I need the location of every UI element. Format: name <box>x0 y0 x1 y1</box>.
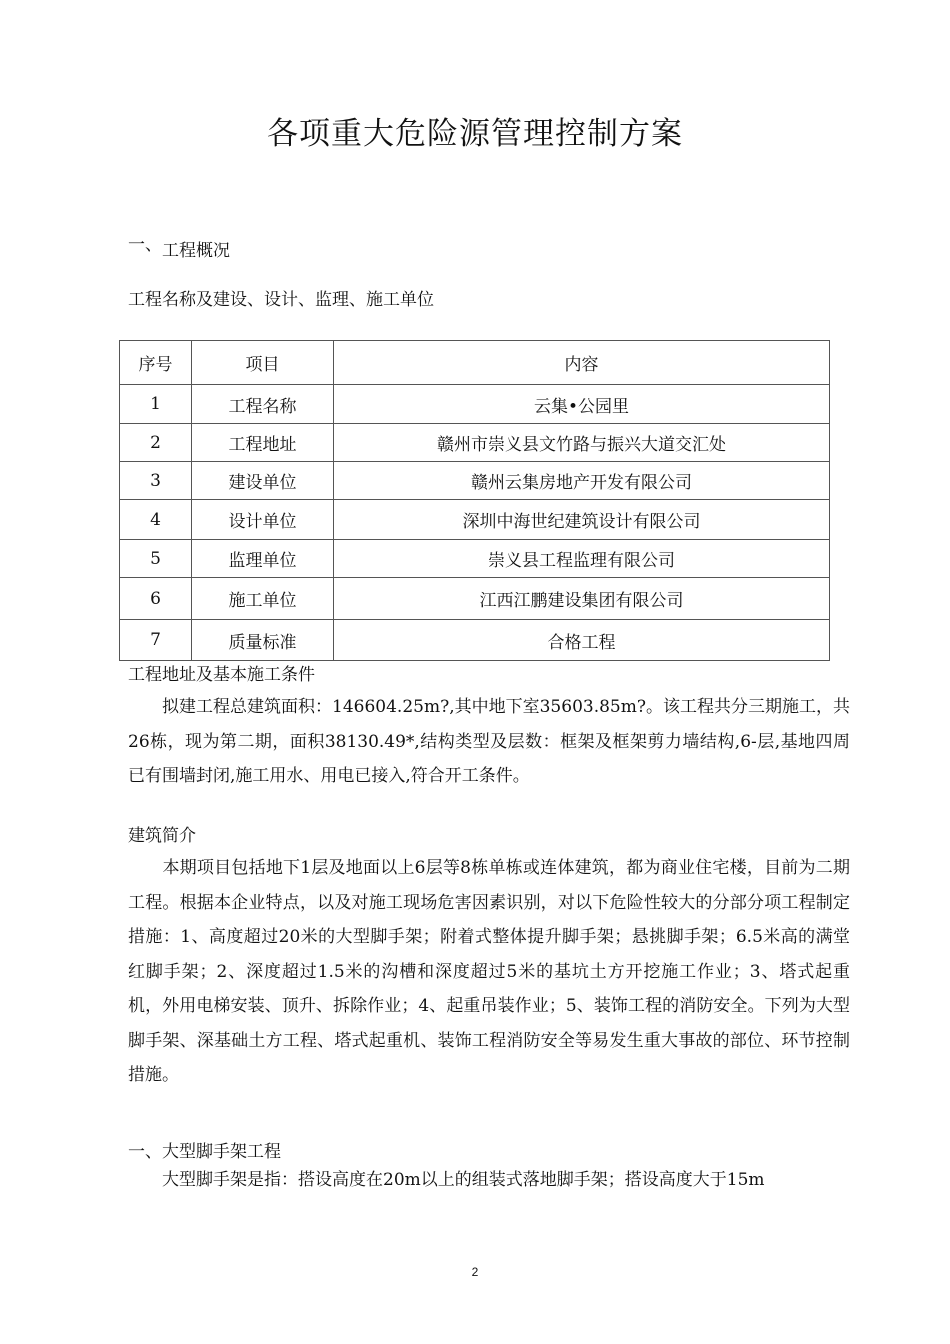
row-index: 5 <box>120 540 192 578</box>
row-item: 工程名称 <box>192 385 334 424</box>
table-header-row <box>120 341 830 385</box>
table-row <box>120 424 830 462</box>
address-paragraph <box>128 690 850 794</box>
row-content: 崇义县工程监理有限公司 <box>334 540 830 578</box>
document-title: 各项重大危险源管理控制方案 <box>267 116 683 152</box>
row-index: 3 <box>120 462 192 500</box>
row-item: 建设单位 <box>192 462 334 500</box>
project-info-table <box>119 340 830 661</box>
header-cell-content: 内容 <box>334 341 830 385</box>
address-heading: 工程地址及基本施工条件 <box>128 665 315 685</box>
table-row <box>120 385 830 424</box>
row-content: 赣州云集房地产开发有限公司 <box>334 462 830 500</box>
scaffold-paragraph-text: 大型脚手架是指：搭设高度在20m以上的组装式落地脚手架；搭设高度大于15m <box>128 1170 765 1190</box>
section-heading-overview <box>128 236 230 261</box>
row-content: 深圳中海世纪建筑设计有限公司 <box>334 500 830 540</box>
row-content: 合格工程 <box>334 620 830 661</box>
building-paragraph <box>128 851 850 1093</box>
scaffold-paragraph <box>128 1163 850 1198</box>
row-index: 2 <box>120 424 192 462</box>
row-content: 云集•公园里 <box>334 385 830 424</box>
row-index: 4 <box>120 500 192 540</box>
row-content: 赣州市崇义县文竹路与振兴大道交汇处 <box>334 424 830 462</box>
page-number: 2 <box>471 1265 479 1279</box>
section-heading-scaffold: 一、大型脚手架工程 <box>128 1142 281 1162</box>
row-item: 施工单位 <box>192 578 334 620</box>
building-heading: 建筑简介 <box>128 826 196 846</box>
row-index: 6 <box>120 578 192 620</box>
row-item: 工程地址 <box>192 424 334 462</box>
header-cell-index: 序号 <box>120 341 192 385</box>
table-row <box>120 462 830 500</box>
table-caption: 工程名称及建设、设计、监理、施工单位 <box>128 290 434 310</box>
building-paragraph-text: 本期项目包括地下1层及地面以上6层等8栋单栋或连体建筑，都为商业住宅楼，目前为二期工程。根据本企业特点，以及对施工现场危害因素识别，对以下危险性较大的分部分项工程制定措施：1、高度超过20米的大型脚手架；附着式整体提升脚手架；悬挑脚手架；6.5米高的满堂红脚手架；2、深度超过1.5米的沟槽和深度超过5米的基坑土方开挖施工作业；3、塔式起重机，外用电梯安装、顶升、拆除作业；4、起重吊装作业；5、装饰工程的消防安全。下列为大型脚手架、深基础土方工程、塔式起重机、装饰工程消防安全等易发生重大事故的部位、环节控制措施。 <box>128 858 850 1085</box>
row-item: 设计单位 <box>192 500 334 540</box>
table-row <box>120 620 830 661</box>
section-label: 工程概况 <box>162 241 230 261</box>
table-row <box>120 500 830 540</box>
row-index: 1 <box>120 385 192 424</box>
section-number: 一、 <box>128 235 162 255</box>
row-index: 7 <box>120 620 192 661</box>
row-item: 质量标准 <box>192 620 334 661</box>
row-item: 监理单位 <box>192 540 334 578</box>
row-content: 江西江鹏建设集团有限公司 <box>334 578 830 620</box>
table-row <box>120 578 830 620</box>
table-row <box>120 540 830 578</box>
address-paragraph-text: 拟建工程总建筑面积：146604.25m?,其中地下室35603.85m?。该工程共分三期施工，共26栋，现为第二期，面积38130.49*,结构类型及层数：框架及框架剪力墙结构,6-层,基地四周已有围墙封闭,施工用水、用电已接入,符合开工条件。 <box>128 697 850 786</box>
header-cell-item: 项目 <box>192 341 334 385</box>
